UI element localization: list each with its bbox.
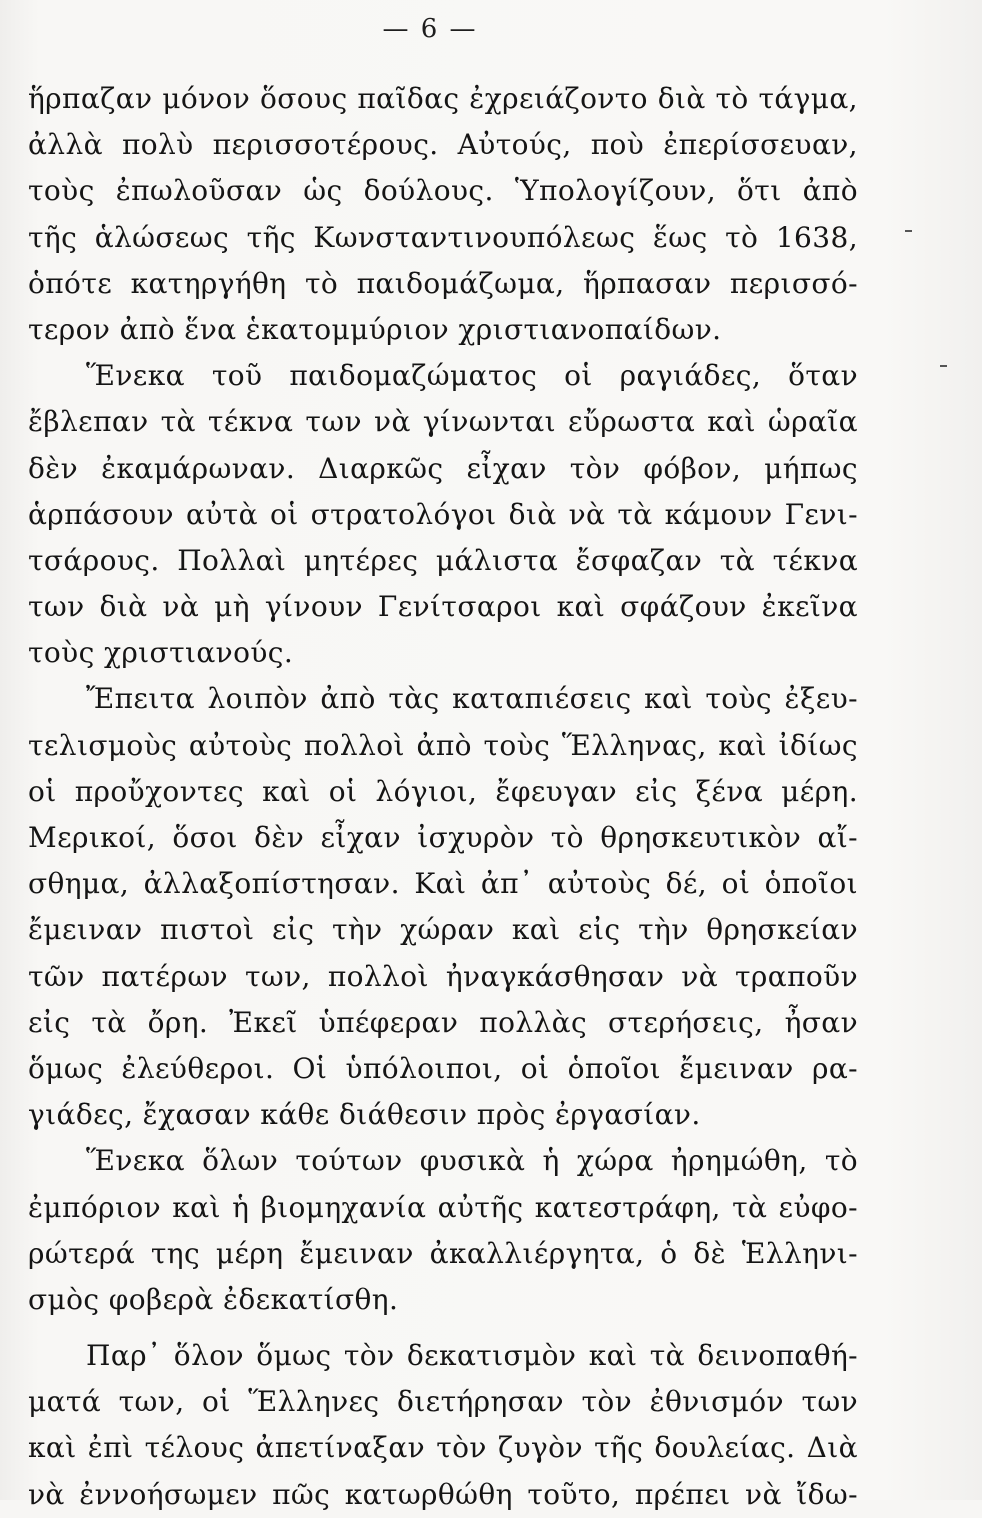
paragraph-gap [28, 1323, 858, 1333]
paragraph-4 [28, 1138, 858, 1323]
text-line: νὰ ἐννοήσωμεν πῶς κατωρθώθη τοῦτο, πρέπει νὰ ἴδω- [28, 1477, 858, 1511]
text-line: ὁπότε κατηργήθη τὸ παιδομάζωμα, ἥρπασαν περισσό- [28, 266, 858, 300]
text-line: ἀλλὰ πολὺ περισσοτέρους. Αὐτούς, ποὺ ἐπερίσσευαν, [28, 128, 858, 162]
text-line: καὶ ἐπὶ τέλους ἀπετίναξαν τὸν ζυγὸν τῆς δουλείας. Διὰ [28, 1431, 858, 1465]
text-line: τῶν πατέρων των, πολλοὶ ἠναγκάσθησαν νὰ τραποῦν [28, 959, 858, 993]
paragraph-3 [28, 676, 858, 1138]
text-line: ἔβλεπαν τὰ τέκνα των νὰ γίνωνται εὔρωστα καὶ ὡραῖα [28, 405, 858, 439]
text-line: τσάρους. Πολλαὶ μητέρες μάλιστα ἔσφαζαν τὰ τέκνα [28, 543, 858, 577]
text-line: Ἕνεκα τοῦ παιδομαζώματος οἱ ραγιάδες, ὅταν [86, 359, 858, 393]
text-line: τοὺς χριστιανούς. [28, 636, 294, 670]
text-line: τερον ἀπὸ ἕνα ἑκατομμύριον χριστιανοπαίδων. [28, 312, 722, 346]
text-line: ρώτερά της μέρη ἔμειναν ἀκαλλιέργητα, ὁ δὲ Ἑλληνι- [28, 1236, 858, 1270]
scan-mark [905, 230, 912, 232]
text-line: ἁρπάσουν αὐτὰ οἱ στρατολόγοι διὰ νὰ τὰ κάμουν Γενι- [28, 497, 858, 531]
text-line: σθημα, ἀλλαξοπίστησαν. Καὶ ἀπ᾽ αὐτοὺς δέ, οἱ ὁποῖοι [28, 867, 858, 901]
paragraph-5 [28, 1333, 858, 1518]
text-line: ἐμπόριον καὶ ἡ βιομηχανία αὐτῆς κατεστράφη, τὰ εὐφο- [28, 1190, 858, 1224]
text-line: των διὰ νὰ μὴ γίνουν Γενίτσαροι καὶ σφάζουν ἐκεῖνα [28, 590, 858, 624]
text-line: εἰς τὰ ὄρη. Ἐκεῖ ὑπέφεραν πολλὰς στερήσεις, ἦσαν [28, 1005, 858, 1039]
text-line: δὲν ἐκαμάρωναν. Διαρκῶς εἶχαν τὸν φόβον, μήπως [28, 451, 858, 485]
text-line: σμὸς φοβερὰ ἐδεκατίσθη. [28, 1282, 399, 1316]
text-line: τῆς ἁλώσεως τῆς Κωνσταντινουπόλεως ἕως τὸ 1638, [28, 220, 858, 254]
text-line: Μερικοί, ὅσοι δὲν εἶχαν ἰσχυρὸν τὸ θρησκευτικὸν αἴ- [28, 821, 858, 854]
text-line: τοὺς ἐπωλοῦσαν ὡς δούλους. Ὑπολογίζουν, ὅτι ἀπὸ [28, 174, 858, 208]
text-line: Ἕνεκα ὅλων τούτων φυσικὰ ἡ χώρα ἠρημώθη, τὸ [86, 1144, 858, 1178]
body-text [28, 76, 858, 1518]
page-number: — 6 — [382, 14, 478, 44]
paragraph-1 [28, 76, 858, 353]
text-line: ματά των, οἱ Ἕλληνες διετήρησαν τὸν ἐθνισμόν των [28, 1385, 858, 1419]
scan-mark [940, 365, 947, 367]
text-line: Ἔπειτα λοιπὸν ἀπὸ τὰς καταπιέσεις καὶ τοὺς ἐξευ- [86, 682, 858, 716]
text-line: τελισμοὺς αὐτοὺς πολλοὶ ἀπὸ τοὺς Ἕλληνας, καὶ ἰδίως [28, 728, 858, 762]
paragraph-2 [28, 353, 858, 676]
text-line: οἱ προὔχοντες καὶ οἱ λόγιοι, ἔφευγαν εἰς ξένα μέρη. [28, 774, 858, 808]
text-line: Παρ᾽ ὅλον ὅμως τὸν δεκατισμὸν καὶ τὰ δεινοπαθή- [86, 1339, 858, 1373]
text-line: ἔμειναν πιστοὶ εἰς τὴν χώραν καὶ εἰς τὴν θρησκείαν [28, 913, 858, 947]
text-line: γιάδες, ἔχασαν κάθε διάθεσιν πρὸς ἐργασίαν. [28, 1098, 701, 1132]
text-line: ὅμως ἐλεύθεροι. Οἱ ὑπόλοιποι, οἱ ὁποῖοι ἔμειναν ρα- [28, 1051, 858, 1085]
text-line: ἥρπαζαν μόνον ὅσους παῖδας ἐχρειάζοντο διὰ τὸ τάγμα, [28, 82, 858, 115]
